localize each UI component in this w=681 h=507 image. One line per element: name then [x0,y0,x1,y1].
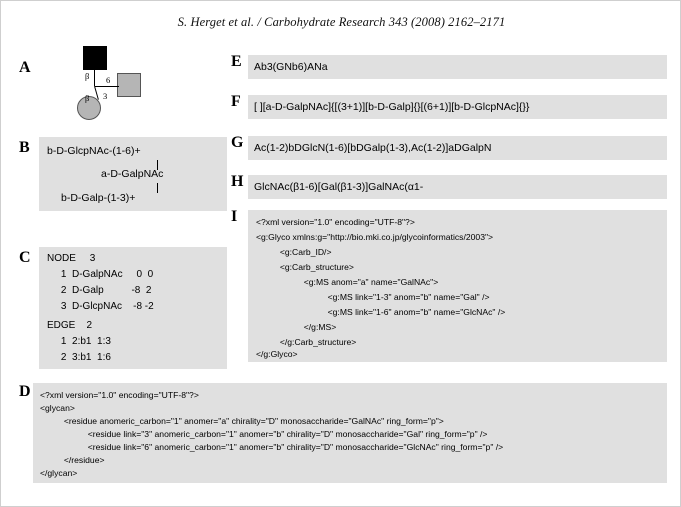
panel-i-box [248,210,667,362]
linkage-label-beta-upper: β [85,71,90,81]
panel-e-text: Ab3(GNb6)ANa [254,61,328,73]
panel-d-line-3: <residue anomeric_carbon="1" anomer="a" chirality="D" monosaccharide="GalNAc" ring_form="p"> [40,416,444,426]
panel-i-line-5: <g:MS anom="a" name="GalNAc"> [256,277,439,287]
panel-b-box [39,137,227,211]
panel-i-line-9: </g:Carb_structure> [256,337,357,347]
bond-line-vertical [94,70,95,86]
panel-d-line-5: <residue link="6" anomeric_carbon="1" anomer="b" chirality="D" monosaccharide="GlcNAc" ring_form="p" /> [40,442,504,452]
panel-c-line-7: 2 3:b1 1:6 [47,352,111,363]
panel-i-line-8: </g:MS> [256,322,337,332]
panel-letter-h: H [231,173,244,190]
panel-letter-f: F [231,93,241,110]
panel-i-line-4: <g:Carb_structure> [256,262,354,272]
panel-f-box [248,95,667,119]
panel-h-text: GlcNAc(β1-6)[Gal(β1-3)]GalNAc(α1- [254,181,424,193]
bond-line-horizontal [95,86,119,87]
panel-letter-g: G [231,134,244,151]
panel-letter-e: E [231,53,242,70]
panel-d-box [33,383,667,483]
panel-g-text: Ac(1-2)bDGlcN(1-6)[bDGalp(1-3),Ac(1-2)]aDGalpN [254,142,492,154]
panel-d-line-4: <residue link="3" anomeric_carbon="1" anomer="b" chirality="D" monosaccharide="Gal" ring_form="p" /> [40,429,488,439]
panel-h-box [248,175,667,199]
panel-i-line-10: </g:Glyco> [256,349,298,359]
panel-f-text: [ ][a-D-GalpNAc]{[(3+1)][b-D-Galp]{}[(6+1)][b-D-GlcpNAc]{}} [254,101,530,113]
glycan-filled-square [83,46,107,70]
panel-b-line-1: b-D-GlcpNAc-(1-6)+ [47,145,141,157]
panel-i-line-6: <g:MS link="1-3" anom="b" name="Gal" /> [256,292,490,302]
panel-letter-b: B [19,139,30,156]
panel-letter-d: D [19,383,31,400]
panel-a-glycan-diagram [61,46,171,131]
panel-letter-c: C [19,249,31,266]
panel-i-line-7: <g:MS link="1-6" anom="b" name="GlcNAc" /> [256,307,506,317]
panel-b-line-5: b-D-Galp-(1-3)+ [61,192,136,204]
panel-letter-i: I [231,208,238,225]
panel-b-line-3: a-D-GalpNAc [101,168,164,180]
panel-letter-a: A [19,59,31,76]
panel-d-line-7: </glycan> [40,468,78,478]
linkage-label-6: 6 [106,75,111,85]
panel-c-line-6: 1 2:b1 1:3 [47,336,111,347]
running-head: S. Herget et al. / Carbohydrate Research 343 (2008) 2162–2171 [177,15,506,29]
panel-c-line-3: 2 D-Galp -8 2 [47,285,152,296]
panel-b-bar-2 [157,183,158,193]
linkage-label-3: 3 [103,91,108,101]
panel-c-line-4: 3 D-GlcpNAc -8 -2 [47,301,154,312]
panel-i-line-3: <g:Carb_ID/> [256,247,332,257]
panel-c-line-1: NODE 3 [47,253,96,264]
panel-c-line-5: EDGE 2 [47,320,93,331]
panel-d-line-6: </residue> [40,455,105,465]
panel-c-line-2: 1 D-GalpNAc 0 0 [47,269,154,280]
panel-g-box [248,136,667,160]
panel-i-line-2: <g:Glyco xmlns:g="http://bio.mki.co.jp/glycoinformatics/2003"> [256,232,494,242]
linkage-label-beta-lower: β [85,93,90,103]
panel-c-box [39,247,227,369]
panel-d-line-2: <glycan> [40,403,75,413]
glycan-grey-square [117,73,141,97]
panel-i-line-1: <?xml version="1.0" encoding="UTF-8"?> [256,217,415,227]
panel-d-line-1: <?xml version="1.0" encoding="UTF-8"?> [40,390,199,400]
panel-e-box [248,55,667,79]
